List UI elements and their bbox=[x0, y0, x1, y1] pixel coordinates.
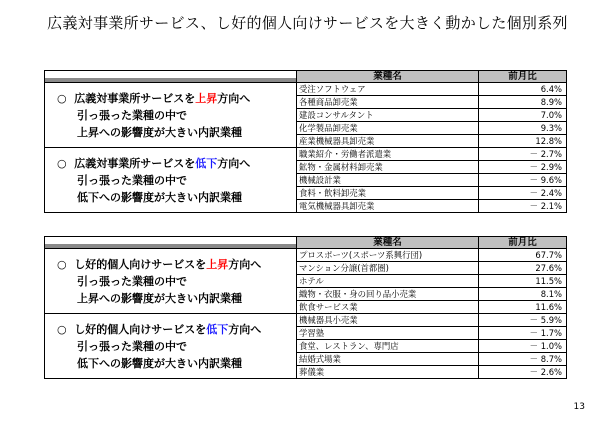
mom-value: 7.0% bbox=[479, 109, 567, 122]
group-label-line2: 引っ張った業種の中で bbox=[77, 108, 187, 122]
table-row bbox=[45, 249, 567, 262]
group-label-line2: 引っ張った業種の中で bbox=[77, 274, 187, 288]
industry-name: ホテル bbox=[297, 275, 479, 288]
header-bar bbox=[45, 78, 296, 82]
table-row bbox=[45, 314, 567, 327]
industry-name: 機械設計業 bbox=[297, 174, 479, 187]
page-title: 広義対事業所サービス、し好的個人向けサービスを大きく動かした個別系列 bbox=[47, 14, 568, 32]
industry-name: 学習塾 bbox=[297, 327, 479, 340]
mom-value: － 2.6% bbox=[479, 366, 567, 379]
industry-name: 職業紹介・労働者派遣業 bbox=[297, 148, 479, 161]
industry-name: プロスポーツ(スポーツ系興行団) bbox=[297, 249, 479, 262]
group-label-line1 bbox=[57, 155, 296, 172]
industry-name: 織物・衣服・身の回り品小売業 bbox=[297, 288, 479, 301]
label-text: し好的個人向けサービスを bbox=[74, 322, 207, 336]
page-number: 13 bbox=[573, 402, 585, 412]
mom-value: － 2.7% bbox=[479, 148, 567, 161]
table-header-row bbox=[45, 71, 567, 83]
mom-value: 6.4% bbox=[479, 83, 567, 96]
label-text: 広義対事業所サービスを bbox=[74, 91, 196, 105]
industry-name: 建設コンサルタント bbox=[297, 109, 479, 122]
header-industry: 業種名 bbox=[297, 237, 479, 249]
group-label-line3: 低下への影響度が大きい内訳業種 bbox=[77, 190, 242, 204]
header-mom: 前月比 bbox=[479, 71, 567, 83]
group-label-line3: 低下への影響度が大きい内訳業種 bbox=[77, 356, 242, 370]
label-text: し好的個人向けサービスを bbox=[74, 257, 207, 271]
industry-name: マンション分譲(首都圏) bbox=[297, 262, 479, 275]
industry-name: 電気機械器具卸売業 bbox=[297, 200, 479, 213]
bullet: ○ bbox=[57, 156, 67, 170]
mom-value: 11.5% bbox=[479, 275, 567, 288]
group-label-line1 bbox=[57, 321, 296, 338]
direction-keyword: 低下 bbox=[206, 322, 229, 336]
mom-value: － 2.4% bbox=[479, 187, 567, 200]
industry-table-leisure-services bbox=[44, 236, 567, 379]
label-text: 方向へ bbox=[228, 257, 262, 271]
group-label-line3: 上昇への影響度が大きい内訳業種 bbox=[77, 125, 242, 139]
group-label-line3: 上昇への影響度が大きい内訳業種 bbox=[77, 291, 242, 305]
industry-name: 葬儀業 bbox=[297, 366, 479, 379]
mom-value: 12.8% bbox=[479, 135, 567, 148]
mom-value: － 1.0% bbox=[479, 340, 567, 353]
industry-name: 食料・飲料卸売業 bbox=[297, 187, 479, 200]
table-row bbox=[45, 83, 567, 96]
industry-name: 食堂、レストラン、専門店 bbox=[297, 340, 479, 353]
header-mom: 前月比 bbox=[479, 237, 567, 249]
industry-name: 飲食サービス業 bbox=[297, 301, 479, 314]
table-header-row bbox=[45, 237, 567, 249]
industry-name: 各種商品卸売業 bbox=[297, 96, 479, 109]
mom-value: 8.1% bbox=[479, 288, 567, 301]
group-label-down bbox=[45, 314, 297, 379]
mom-value: － 8.7% bbox=[479, 353, 567, 366]
mom-value: － 2.1% bbox=[479, 200, 567, 213]
header-bar bbox=[45, 244, 296, 248]
header-industry: 業種名 bbox=[297, 71, 479, 83]
mom-value: 8.9% bbox=[479, 96, 567, 109]
label-text: 広義対事業所サービスを bbox=[74, 156, 196, 170]
header-blank-cell bbox=[45, 237, 297, 249]
mom-value: 67.7% bbox=[479, 249, 567, 262]
group-label-line2: 引っ張った業種の中で bbox=[77, 339, 187, 353]
direction-keyword: 上昇 bbox=[206, 257, 229, 271]
mom-value: 9.3% bbox=[479, 122, 567, 135]
mom-value: 11.6% bbox=[479, 301, 567, 314]
group-label-down bbox=[45, 148, 297, 213]
mom-value: － 2.9% bbox=[479, 161, 567, 174]
group-label-line1 bbox=[57, 256, 296, 273]
table-row bbox=[45, 148, 567, 161]
mom-value: － 9.6% bbox=[479, 174, 567, 187]
label-text: 方向へ bbox=[217, 91, 251, 105]
label-text: 方向へ bbox=[217, 156, 251, 170]
industry-name: 機械器具小売業 bbox=[297, 314, 479, 327]
mom-value: － 5.9% bbox=[479, 314, 567, 327]
group-label-up bbox=[45, 249, 297, 314]
label-text: 方向へ bbox=[228, 322, 262, 336]
bullet: ○ bbox=[57, 91, 67, 105]
bullet: ○ bbox=[57, 322, 67, 336]
industry-name: 受注ソフトウェア bbox=[297, 83, 479, 96]
bullet: ○ bbox=[57, 257, 67, 271]
group-label-up bbox=[45, 83, 297, 148]
industry-name: 結婚式場業 bbox=[297, 353, 479, 366]
mom-value: 27.6% bbox=[479, 262, 567, 275]
direction-keyword: 低下 bbox=[195, 156, 218, 170]
group-label-line2: 引っ張った業種の中で bbox=[77, 173, 187, 187]
industry-name: 鉱物・金属材料卸売業 bbox=[297, 161, 479, 174]
industry-name: 化学製品卸売業 bbox=[297, 122, 479, 135]
direction-keyword: 上昇 bbox=[195, 91, 218, 105]
industry-name: 産業機械器具卸売業 bbox=[297, 135, 479, 148]
industry-table-business-services bbox=[44, 70, 567, 213]
group-label-line1 bbox=[57, 90, 296, 107]
mom-value: － 1.7% bbox=[479, 327, 567, 340]
header-blank-cell bbox=[45, 71, 297, 83]
